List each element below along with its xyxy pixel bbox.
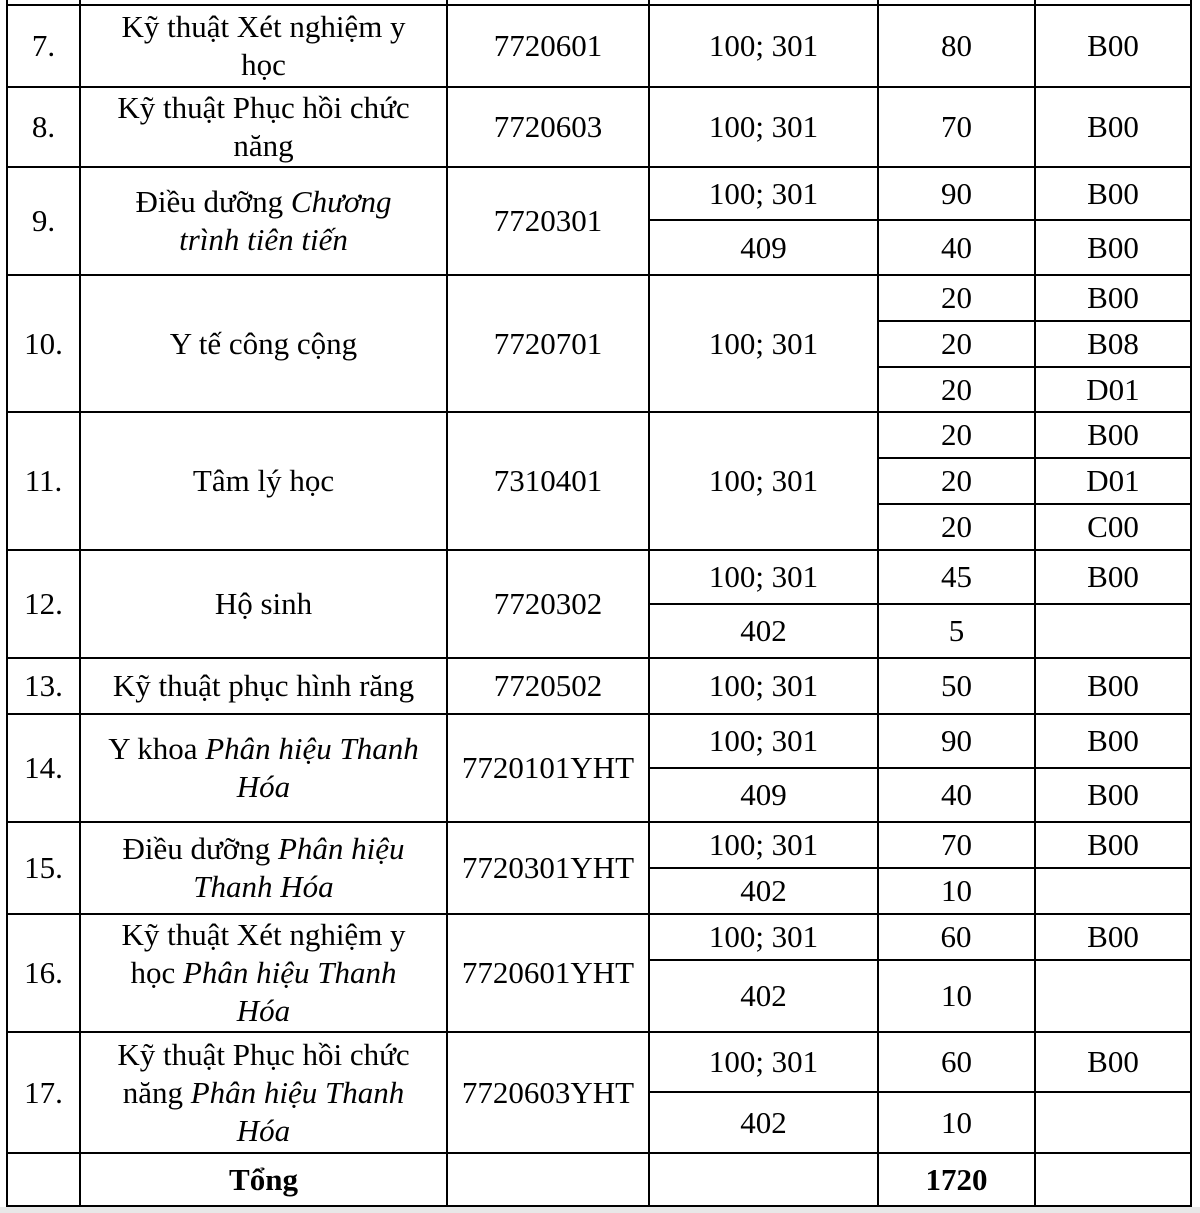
row-17-method-a: 100; 301 bbox=[708, 1044, 819, 1079]
row-9-method-a: 100; 301 bbox=[708, 175, 819, 211]
row-9-name-italic: Chương bbox=[290, 184, 392, 219]
row-7-method: 100; 301 bbox=[708, 28, 819, 63]
row-9-combo-a: B00 bbox=[1087, 175, 1139, 211]
row-14-name-italic: Phân hiệu Thanh bbox=[205, 731, 419, 766]
row-12-quota-a: 45 bbox=[941, 559, 972, 594]
row-12-name: Hộ sinh bbox=[214, 586, 313, 621]
row-12-combo-a: B00 bbox=[1087, 559, 1139, 594]
row-11-quota-c: 20 bbox=[941, 509, 972, 544]
row-10-code: 7720701 bbox=[493, 325, 603, 361]
row-13-no: 13. bbox=[24, 668, 63, 703]
row-13-quota: 50 bbox=[941, 668, 972, 703]
row-11-quota-a: 20 bbox=[941, 417, 972, 452]
row-14-no: 14. bbox=[24, 750, 63, 785]
row-8-name-line2: năng bbox=[233, 128, 294, 163]
row-15-no: 15. bbox=[24, 850, 63, 885]
row-17-quota-a: 60 bbox=[941, 1044, 972, 1079]
row-12-quota-b: 5 bbox=[948, 613, 965, 648]
row-10-method: 100; 301 bbox=[708, 325, 819, 361]
row-15-quota-b: 10 bbox=[941, 873, 972, 908]
row-8-quota: 70 bbox=[941, 109, 972, 144]
row-16-name-line1: Kỹ thuật Xét nghiệm y bbox=[121, 917, 406, 952]
row-7-no: 7. bbox=[31, 28, 56, 63]
row-15-method-a: 100; 301 bbox=[708, 827, 819, 862]
row-8-code: 7720603 bbox=[493, 109, 603, 144]
row-14-quota-b: 40 bbox=[941, 777, 972, 812]
row-11-method: 100; 301 bbox=[708, 463, 819, 498]
row-7-name-line2: học bbox=[241, 47, 286, 82]
row-11-code: 7310401 bbox=[493, 463, 603, 498]
total-label: Tổng bbox=[229, 1161, 298, 1197]
page-bottom-edge bbox=[0, 1207, 1200, 1213]
row-7-code: 7720601 bbox=[493, 28, 603, 63]
row-12-code: 7720302 bbox=[493, 586, 603, 621]
row-16-code: 7720601YHT bbox=[461, 955, 635, 990]
row-10-quota-c: 20 bbox=[941, 371, 972, 407]
row-15-name-italic: Phân hiệu bbox=[277, 831, 405, 866]
row-14-combo-b: B00 bbox=[1087, 777, 1139, 812]
row-10-no: 10. bbox=[24, 325, 63, 361]
row-12-method-a: 100; 301 bbox=[708, 559, 819, 594]
row-14-method-a: 100; 301 bbox=[708, 723, 819, 758]
row-16-method-a: 100; 301 bbox=[708, 919, 819, 954]
row-16-name bbox=[81, 915, 446, 1031]
row-17-combo-a: B00 bbox=[1087, 1044, 1139, 1079]
row-14-combo-a: B00 bbox=[1087, 723, 1139, 758]
row-17-code: 7720603YHT bbox=[461, 1074, 635, 1110]
row-12-no: 12. bbox=[24, 586, 63, 621]
row-15-method-b: 402 bbox=[740, 873, 787, 908]
row-16-quota-a-value: 60 bbox=[940, 919, 972, 954]
row-15-combo-a: B00 bbox=[1087, 827, 1139, 862]
row-9-method-b: 409 bbox=[740, 229, 787, 265]
row-10-name: Y tế công cộng bbox=[169, 325, 358, 361]
row-16-name-line3: Hóa bbox=[236, 993, 291, 1028]
row-7-quota: 80 bbox=[941, 28, 972, 63]
row-14-quota-a: 90 bbox=[941, 723, 972, 758]
row-15-code: 7720301YHT bbox=[461, 850, 635, 885]
row-9-quota-a: 90 bbox=[941, 175, 972, 211]
row-11-no: 11. bbox=[24, 463, 63, 498]
row-7-name bbox=[81, 6, 446, 86]
row-10-quota-a: 20 bbox=[941, 280, 972, 315]
row-9-name-plain: Điều dưỡng bbox=[135, 184, 284, 219]
row-10-combo-c: D01 bbox=[1086, 371, 1140, 407]
row-10-combo-b: B08 bbox=[1087, 326, 1139, 361]
row-15-name-plain: Điều dưỡng bbox=[122, 831, 271, 866]
row-15-name bbox=[81, 823, 446, 913]
row-11-quota-b: 20 bbox=[941, 463, 972, 498]
row-7-name-line1: Kỹ thuật Xét nghiệm y bbox=[121, 9, 406, 44]
row-17-name-line3: Hóa bbox=[236, 1112, 291, 1148]
row-14-code: 7720101YHT bbox=[461, 750, 635, 785]
row-17-name-line1: Kỹ thuật Phục hồi chức bbox=[117, 1036, 410, 1072]
row-10-combo-a: B00 bbox=[1087, 280, 1139, 315]
row-16-quota-b: 10 bbox=[941, 978, 972, 1013]
row-14-name-plain: Y khoa bbox=[108, 731, 198, 766]
row-14-method-b: 409 bbox=[740, 777, 787, 812]
row-14-name bbox=[81, 715, 446, 821]
row-17-name-plain: năng bbox=[122, 1074, 183, 1110]
row-9-no: 9. bbox=[31, 203, 56, 238]
row-16-quota-a bbox=[879, 915, 1034, 959]
row-10-quota-b: 20 bbox=[941, 326, 972, 361]
row-15-quota-a: 70 bbox=[941, 827, 972, 862]
row-17-name-italic: Phân hiệu Thanh bbox=[190, 1074, 405, 1110]
row-17-quota-b: 10 bbox=[941, 1104, 972, 1140]
row-11-name: Tâm lý học bbox=[192, 463, 335, 498]
row-17-no: 17. bbox=[24, 1074, 63, 1110]
row-11-combo-c: C00 bbox=[1087, 509, 1139, 544]
row-9-name bbox=[81, 168, 446, 274]
total-quota: 1720 bbox=[925, 1161, 988, 1197]
row-8-method: 100; 301 bbox=[708, 109, 819, 144]
row-13-name: Kỹ thuật phục hình răng bbox=[112, 668, 415, 703]
row-7-combo: B00 bbox=[1087, 28, 1139, 63]
row-14-name-line2: Hóa bbox=[236, 769, 291, 804]
row-11-combo-a: B00 bbox=[1087, 417, 1139, 452]
row-17-name bbox=[81, 1033, 446, 1152]
row-13-combo: B00 bbox=[1087, 668, 1139, 703]
row-8-name bbox=[81, 88, 446, 166]
row-9-combo-b: B00 bbox=[1087, 229, 1139, 265]
row-15-name-line2: Thanh Hóa bbox=[193, 869, 334, 904]
row-17-method-b: 402 bbox=[740, 1104, 787, 1140]
row-13-method: 100; 301 bbox=[708, 668, 819, 703]
row-16-method-b: 402 bbox=[740, 978, 787, 1013]
row-16-name-plain: học bbox=[130, 955, 176, 990]
row-16-name-italic: Phân hiệu Thanh bbox=[182, 955, 397, 990]
row-9-quota-b: 40 bbox=[941, 229, 972, 265]
row-9-name-line2: trình tiên tiến bbox=[179, 222, 348, 257]
row-11-combo-b: D01 bbox=[1086, 463, 1140, 498]
row-9-code: 7720301 bbox=[493, 203, 603, 238]
row-8-no: 8. bbox=[31, 109, 56, 144]
row-8-name-line1: Kỹ thuật Phục hồi chức bbox=[117, 90, 410, 125]
row-16-no: 16. bbox=[24, 955, 63, 990]
row-16-combo-a: B00 bbox=[1087, 919, 1139, 954]
row-8-combo: B00 bbox=[1087, 109, 1139, 144]
row-13-code: 7720502 bbox=[493, 668, 603, 703]
row-12-method-b: 402 bbox=[740, 613, 787, 648]
